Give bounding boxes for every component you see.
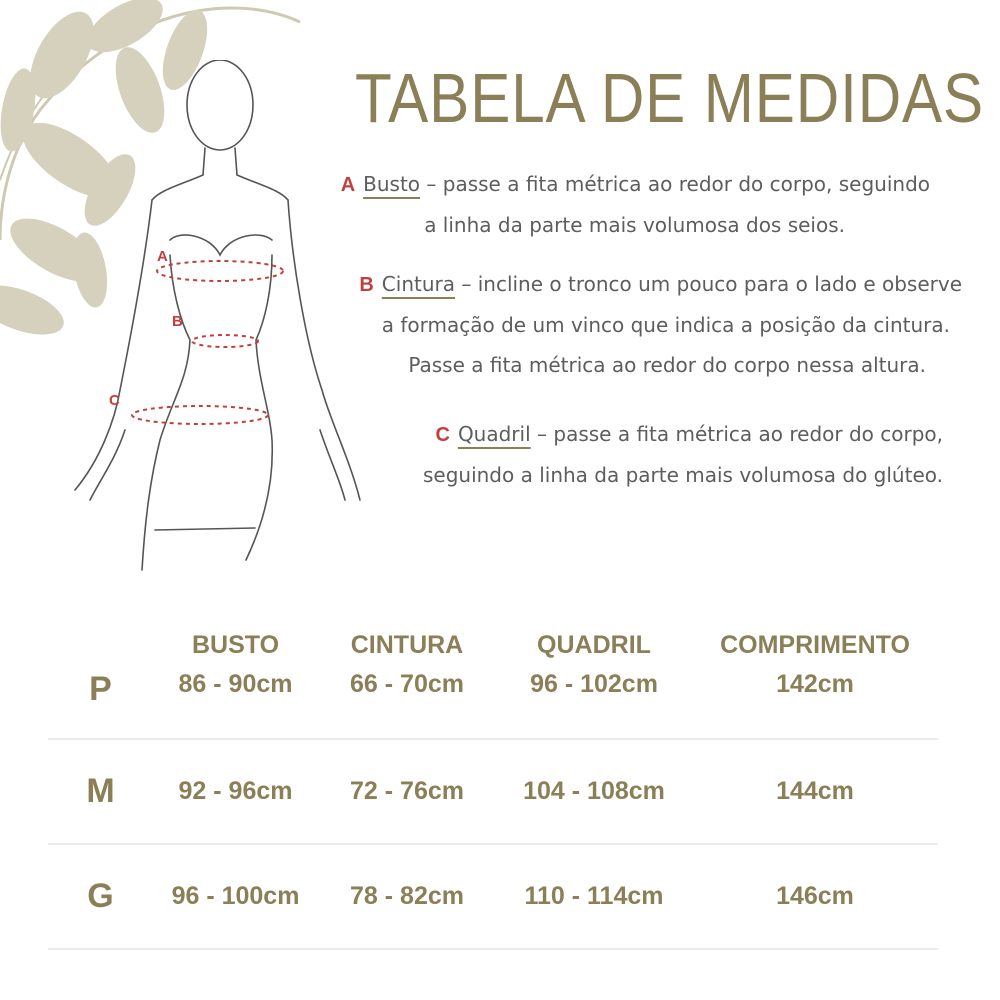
size-label: G (87, 877, 114, 915)
table-cell: 104 - 108cm (523, 777, 665, 805)
figure-label-c: C (109, 392, 120, 409)
table-row (48, 845, 938, 950)
table-cell: 144cm (776, 777, 854, 805)
page-title: TABELA DE MEDIDAS (355, 59, 985, 137)
table-cell: 96 - 100cm (171, 882, 300, 910)
header-cintura: CINTURA (350, 630, 464, 659)
instruction-letter: A (340, 174, 356, 196)
instruction-term: Cintura (381, 272, 455, 296)
instruction-letter: B (359, 274, 374, 296)
instruction-line: a formação de um vinco que indica a posição da cintura. (381, 313, 950, 337)
instruction-term: Quadril (457, 422, 531, 446)
instruction-cintura (325, 264, 962, 385)
header-comprimento: COMPRIMENTO (720, 630, 910, 659)
table-cell: 86 - 90cm (178, 670, 293, 698)
table-cell: 96 - 102cm (530, 670, 658, 698)
instruction-line: – incline o tronco um pouco para o lado e observe (461, 272, 962, 296)
instruction-line: – passe a fita métrica ao redor do corpo, seguindo (426, 172, 930, 196)
size-label: M (86, 772, 115, 810)
header-busto: BUSTO (191, 630, 280, 659)
table-cell: 146cm (776, 882, 854, 910)
table-header (48, 620, 938, 670)
header-quadril: QUADRIL (537, 630, 651, 659)
table-cell: 66 - 70cm (350, 670, 464, 698)
instruction-line: – passe a fita métrica ao redor do corpo, (537, 422, 943, 446)
instruction-letter: C (435, 424, 450, 446)
table-cell: 72 - 76cm (350, 777, 464, 805)
instruction-line: a linha da parte mais volumosa dos seios. (424, 213, 845, 237)
table-cell: 92 - 96cm (178, 777, 293, 805)
table-cell: 110 - 114cm (524, 882, 664, 910)
instruction-line: Passe a fita métrica ao redor do corpo nessa altura. (408, 353, 926, 377)
instruction-term: Busto (363, 172, 421, 196)
table-cell: 78 - 82cm (350, 882, 464, 910)
instruction-busto (310, 164, 930, 245)
figure-label-a: A (157, 248, 168, 265)
table-row (48, 670, 938, 740)
instruction-line: seguindo a linha da parte mais volumosa do glúteo. (422, 463, 943, 487)
instruction-quadril (385, 414, 943, 495)
table-row (48, 740, 938, 845)
table-cell: 142cm (776, 670, 854, 698)
size-table (48, 620, 938, 950)
size-label: P (89, 670, 112, 708)
figure-label-b: B (172, 313, 183, 330)
